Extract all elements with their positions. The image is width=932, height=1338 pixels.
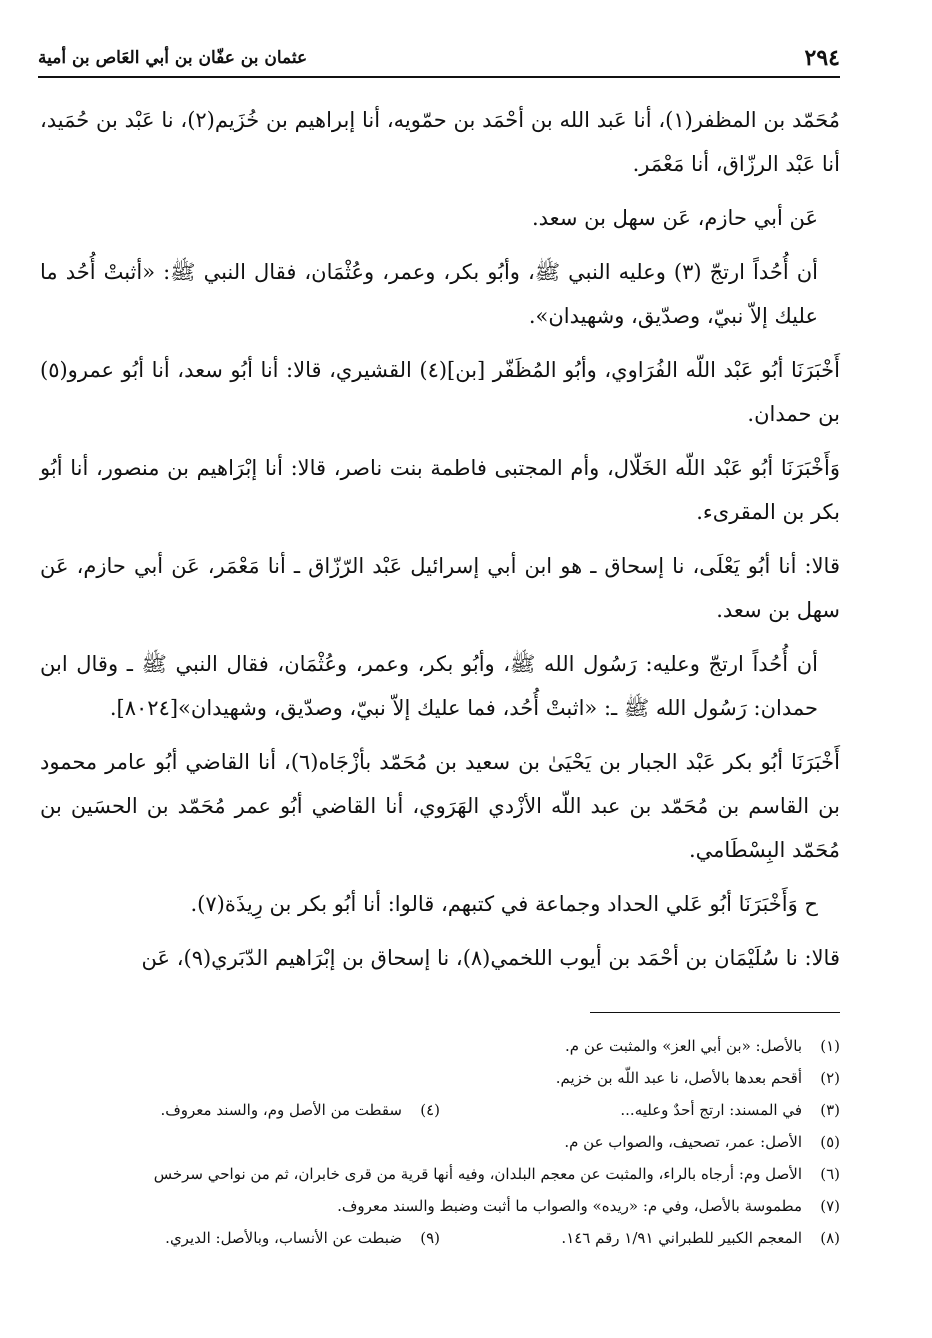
footnote-divider — [590, 1012, 840, 1013]
footnote-number: (٢) — [820, 1069, 840, 1087]
footnote — [40, 1062, 840, 1094]
running-title: عثمان بن عفّان بن أبي العَاص بن أمية — [38, 48, 308, 68]
footnote-number: (٨) — [820, 1229, 840, 1247]
paragraph: أَخْبَرَنَا أبُو بكر عَبْد الجبار بن يَحْيَىٰ بن سعيد بن مُحَمّد بأزْجَاه(٦)، أنا القاضي أبُو عامر محمود بن القاسم بن مُحَمّد بن عبد اللّه الأزْدي الهَرَوي، أنا القاضي أبُو عمر مُحَمّد بن الحسَين بن مُحَمّد البِسْطَامي. — [40, 750, 840, 862]
footnote-number: (٩) — [420, 1229, 440, 1247]
footnote-text: ضبطت عن الأنساب، وبالأصل: الديري. — [165, 1229, 402, 1247]
footnote-text: أقحم بعدها بالأصل، نا عبد اللّه بن خزيم. — [555, 1069, 802, 1087]
footnotes — [40, 1030, 840, 1254]
paragraph: عَن أبي حازم، عَن سهل بن سعد. — [531, 206, 818, 230]
footnote — [40, 1158, 840, 1190]
paragraph: أن أُحُداً ارتجّ وعليه: رَسُول الله ﷺ، وأبُو بكر، وعمر، وعُثْمَان، فقال النبي ﷺ ـ وقال ابن حمدان: رَسُول الله ﷺ ـ: «اثبتْ أُحُد، فما عليك إلاّ نبيّ، وصدّيق، وشهيدان»[٨٠٢٤]. — [40, 652, 818, 720]
footnote-text: سقطت من الأصل وم، والسند معروف. — [160, 1101, 402, 1119]
footnote — [40, 1126, 840, 1158]
footnote-number: (٦) — [820, 1165, 840, 1183]
footnote-text: بالأصل: «بن أبي العز» والمثبت عن م. — [565, 1037, 802, 1055]
paragraph: قالا: أنا أبُو يَعْلَى، نا إسحاق ـ هو ابن أبي إسرائيل عَبْد الرّزّاق ـ أنا مَعْمَر، عَن أبي حازم، عَن سهل بن سعد. — [40, 554, 840, 622]
paragraph: ح وَأَخْبَرَنَا أبُو عَلي الحداد وجماعة في كتبهم، قالوا: أنا أبُو بكر بن رِيذَة(٧). — [190, 892, 818, 916]
footnote-text: الأصل: عمر، تصحيف، والصواب عن م. — [564, 1133, 802, 1151]
footnote-text: المعجم الكبير للطبراني ١/٩١ رقم ١٤٦. — [561, 1229, 802, 1247]
page-number: ٢٩٤ — [804, 45, 840, 71]
footnote-number: (٣) — [820, 1101, 840, 1119]
footnote-number: (٤) — [420, 1101, 440, 1119]
paragraph: قالا: نا سُلَيْمَان بن أحْمَد بن أيوب اللخمي(٨)، نا إسحاق بن إبْرَاهيم الدّبَري(٩)، عَن — [141, 946, 840, 970]
footnote-text: الأصل وم: أرجاه بالراء، والمثبت عن معجم البلدان، وفيه أنها قرية من قرى خابران، ثم من نواحي سرخس — [153, 1165, 802, 1183]
footnote — [40, 1030, 840, 1062]
page-header — [38, 40, 840, 78]
footnote — [40, 1222, 840, 1254]
paragraph: مُحَمّد بن المظفر(١)، أنا عَبد الله بن أحْمَد بن حمّويه، أنا إبراهيم بن خُزَيم(٢)، نا عَبْد بن حُمَيد، أنا عَبْد الرزّاق، أنا مَعْمَر. — [40, 108, 840, 176]
main-text — [40, 98, 840, 990]
footnote — [40, 1094, 840, 1126]
footnote-number: (٥) — [820, 1133, 840, 1151]
paragraph: وَأَخْبَرَنَا أبُو عَبْد اللّه الخَلّال، وأم المجتبى فاطمة بنت ناصر، قالا: أنا إبْرَاهيم بن منصور، أنا أبُو بكر بن المقرىء. — [40, 456, 840, 524]
footnote-number: (١) — [820, 1037, 840, 1055]
paragraph: أَخْبَرَنَا أبُو عَبْد اللّه الفُرَاوي، وأبُو المُظَفّر [بن](٤) القشيري، قالا: أنا أبُو سعد، أنا أبُو عمرو(٥) بن حمدان. — [40, 358, 840, 426]
footnote — [40, 1190, 840, 1222]
footnote-text: في المسند: ارتج أحدٌ وعليه... — [620, 1101, 802, 1119]
footnote-text: مطموسة بالأصل، وفي م: «ريده» والصواب ما أثبت وضبط والسند معروف. — [337, 1197, 802, 1215]
footnote-number: (٧) — [820, 1197, 840, 1215]
paragraph: أن أُحُداً ارتجّ (٣) وعليه النبي ﷺ، وأبُو بكر، وعمر، وعُثْمَان، فقال النبي ﷺ: «أثبتْ أُحُد ما عليك إلاّ نبيّ، وصدّيق، وشهيدان». — [40, 260, 818, 328]
